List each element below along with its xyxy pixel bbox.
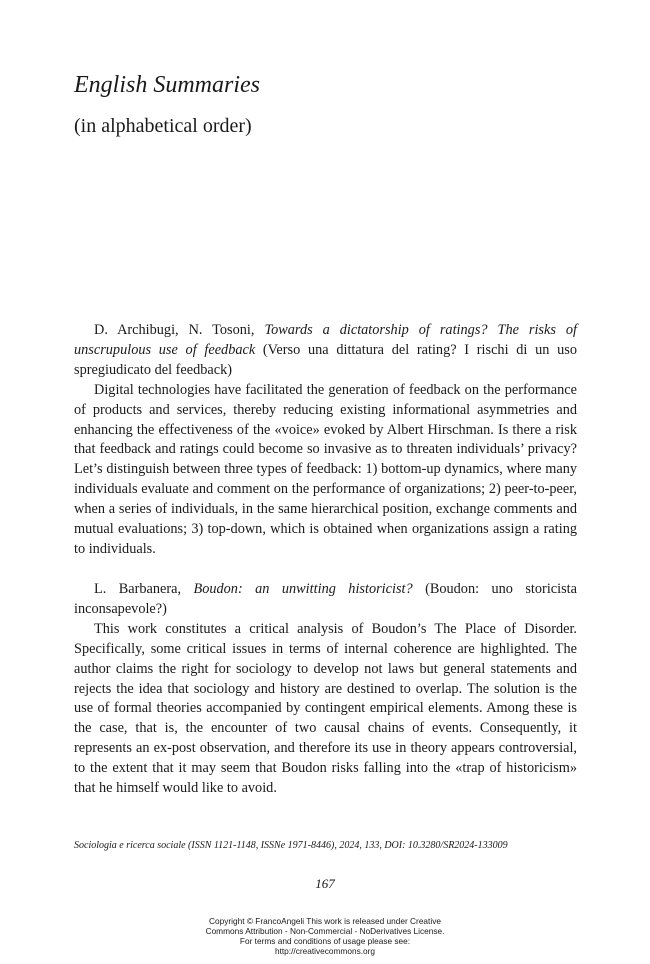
summary-reference bbox=[74, 580, 577, 620]
page-title: English Summaries bbox=[74, 72, 260, 98]
page-subtitle: (in alphabetical order) bbox=[74, 115, 252, 137]
summary-abstract: Digital technologies have facilitated the generation of feedback on the performance of products and services, thereby reducing existing informational asymmetries and enhancing the effectiveness of the «voice» evoked by Albert Hirschman. Is there a risk that feedback and ratings could become so invasive as to threaten individuals’ privacy? Let’s distinguish between three types of feedback: 1) bottom-up dynamics, where many individuals evaluate and comment on the performance of organizations; 2) peer-to-peer, when a series of individuals, in the same hierarchical position, exchange comments and mutual evaluations; 3) top-down, which is obtained when organizations assign a rating to individuals. bbox=[74, 381, 577, 557]
summary-authors: D. Archibugi, N. Tosoni, bbox=[94, 322, 265, 338]
summary-authors: L. Barbanera, bbox=[94, 581, 194, 597]
license-line: Copyright © FrancoAngeli This work is released under Creative bbox=[209, 916, 441, 926]
summary-title: Towards a dictatorship of ratings? The risks of unscrupulous use of feedback bbox=[74, 322, 577, 358]
license-notice bbox=[0, 916, 650, 956]
license-line: Commons Attribution - Non-Commercial - NoDerivatives License. bbox=[205, 926, 445, 936]
license-line: For terms and conditions of usage please see: bbox=[239, 936, 411, 946]
license-link[interactable]: http://creativecommons.org bbox=[274, 946, 376, 956]
summary-archibugi-tosoni bbox=[74, 321, 577, 560]
summary-barbanera bbox=[74, 580, 577, 799]
summary-original-title: (Boudon: uno storicista inconsapevole?) bbox=[74, 581, 577, 617]
page-number: 167 bbox=[315, 876, 335, 891]
summary-title: Boudon: an unwitting historicist? bbox=[193, 581, 413, 597]
summary-reference bbox=[74, 321, 577, 381]
journal-citation: Sociologia e ricerca sociale (ISSN 1121-1148, ISSNe 1971-8446), 2024, 133, DOI: 10.3280/SR2024-133009 bbox=[74, 840, 508, 851]
summary-abstract: This work constitutes a critical analysis of Boudon’s The Place of Disorder. Specifically, some critical issues in terms of internal coherence are highlighted. The author claims the right for sociology to develop not laws but general statements and rejects the idea that sociology and history are destined to overlap. The solution is the use of formal theories accompanied by contingent empirical elements. Among these is the case, that is, the encounter of two causal chains of events. Consequently, it represents an ex-post observation, and therefore its use in theory appears controversial, to the extent that it may seem that Boudon risks falling into the «trap of historicism» that he himself would like to avoid. bbox=[74, 620, 577, 797]
summary-original-title: (Verso una dittatura del rating? I rischi di un uso spregiudicato del feedback) bbox=[74, 341, 577, 378]
